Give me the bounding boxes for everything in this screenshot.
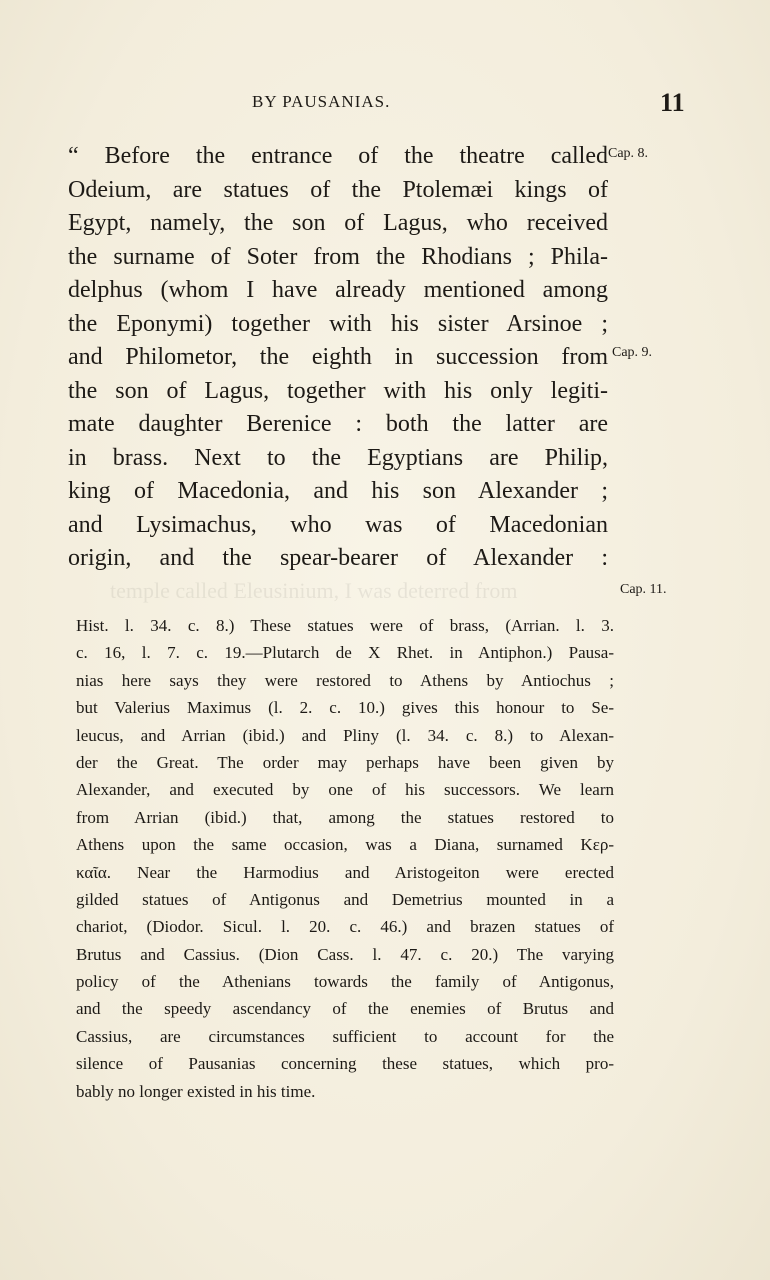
show-through-ghost-text: temple called Eleusinium, I was deterred from (110, 578, 518, 603)
running-head: BY PAUSANIAS. (252, 92, 391, 111)
footnote-line: but Valerius Maximus (l. 2. c. 10.) gives this honour to Se- (76, 698, 614, 718)
margin-note-cap-11: Cap. 11. (620, 582, 667, 597)
footnote-line: leucus, and Arrian (ibid.) and Pliny (l. 34. c. 8.) to Alexan- (76, 725, 614, 745)
text-line: and Philometor, the eighth in succession from (68, 344, 608, 370)
margin-note-cap-8: Cap. 8. (608, 146, 649, 161)
page-number: 11 (660, 88, 685, 117)
footnote-line: Alexander, and executed by one of his successors. We learn (76, 780, 614, 800)
text-line: the surname of Soter from the Rhodians ; Phila- (68, 243, 608, 270)
text-line: “ Before the entrance of the theatre called (68, 143, 608, 169)
text-line: Odeium, are statues of the Ptolemæi kings of (68, 176, 608, 203)
footnote-line: der the Great. The order may perhaps have been given by (76, 752, 614, 772)
text-line: and Lysimachus, who was of Macedonian (68, 511, 608, 538)
text-line: the son of Lagus, together with his only legiti- (68, 377, 608, 404)
footnote (76, 612, 614, 1105)
text-line: Egypt, namely, the son of Lagus, who received (68, 210, 608, 236)
text-line: king of Macedonia, and his son Alexander ; (68, 478, 608, 504)
footnote-line: Brutus and Cassius. (Dion Cass. l. 47. c. 20.) The varying (76, 944, 614, 964)
text-line: in brass. Next to the Egyptians are Philip, (68, 444, 608, 471)
footnote-line: chariot, (Diodor. Sicul. l. 20. c. 46.) and brazen statues of (76, 917, 614, 937)
footnote-line: policy of the Athenians towards the family of Antigonus, (76, 972, 614, 992)
footnote-line: silence of Pausanias concerning these statues, which pro- (76, 1054, 614, 1074)
text-line: mate daughter Berenice : both the latter are (68, 411, 608, 437)
margin-note-cap-9: Cap. 9. (612, 345, 653, 360)
text-line: delphus (whom I have already mentioned among (68, 277, 608, 303)
text-line: the Eponymi) together with his sister Arsinoe ; (68, 310, 608, 337)
footnote-line: nias here says they were restored to Athens by Antiochus ; (76, 670, 614, 690)
footnote-line: and the speedy ascendancy of the enemies of Brutus and (76, 999, 614, 1019)
main-text (68, 140, 608, 576)
text-line: origin, and the spear-bearer of Alexander : (68, 545, 608, 571)
footnote-line: καῖα. Near the Harmodius and Aristogeiton were erected (76, 862, 614, 882)
footnote-line: from Arrian (ibid.) that, among the statues restored to (76, 807, 614, 827)
footnote-line: Hist. l. 34. c. 8.) These statues were of brass, (Arrian. l. 3. (76, 616, 614, 635)
footnote-line: Athens upon the same occasion, was a Diana, surnamed Κερ- (76, 835, 614, 855)
footnote-line: bably no longer existed in his time. (76, 1081, 316, 1101)
footnote-line: c. 16, l. 7. c. 19.—Plutarch de X Rhet. in Antiphon.) Pausa- (76, 643, 614, 663)
footnote-line: Cassius, are circumstances sufficient to account for the (76, 1026, 614, 1046)
footnote-line: gilded statues of Antigonus and Demetrius mounted in a (76, 889, 614, 909)
